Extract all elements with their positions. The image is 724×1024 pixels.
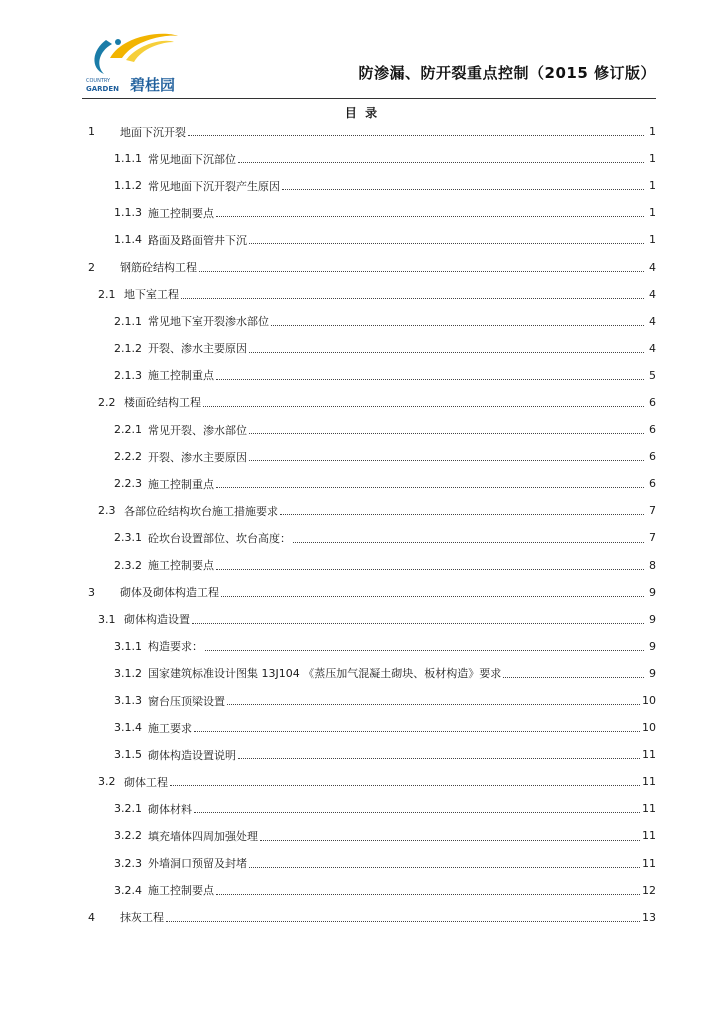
toc-dot-leader bbox=[216, 569, 644, 570]
toc-dot-leader bbox=[203, 406, 644, 407]
toc-entry-number: 2.1 bbox=[98, 287, 116, 301]
toc-entry[interactable] bbox=[88, 904, 656, 931]
toc-entry[interactable] bbox=[88, 633, 656, 660]
toc-dot-leader bbox=[271, 325, 644, 326]
toc-entry-page: 9 bbox=[649, 666, 656, 680]
toc-dot-leader bbox=[280, 514, 644, 515]
page-header bbox=[0, 0, 724, 100]
toc-dot-leader bbox=[249, 433, 644, 434]
header-rule bbox=[82, 98, 656, 99]
toc-dot-leader bbox=[192, 623, 644, 624]
logo-brand-en-bottom: GARDEN bbox=[86, 85, 120, 93]
toc-entry-title: 填充墙体四周加强处理 bbox=[148, 829, 258, 843]
toc-entry-number: 2 bbox=[88, 260, 95, 274]
toc-entry-page: 13 bbox=[642, 910, 656, 924]
toc-entry-title: 施工控制重点 bbox=[148, 369, 214, 383]
toc-entry[interactable] bbox=[88, 660, 656, 687]
toc-dot-leader bbox=[221, 596, 644, 597]
toc-entry-number: 2.2.3 bbox=[114, 477, 142, 491]
toc-entry-page: 11 bbox=[642, 829, 656, 843]
logo-yellow-swoosh bbox=[110, 34, 178, 58]
toc-entry-page: 11 bbox=[642, 775, 656, 789]
toc-entry-page: 12 bbox=[642, 883, 656, 897]
toc-entry-number: 2.3 bbox=[98, 504, 116, 518]
toc-entry-number: 2.3.1 bbox=[114, 531, 142, 545]
toc-entry-page: 9 bbox=[649, 639, 656, 653]
toc-entry-page: 6 bbox=[649, 450, 656, 464]
toc-entry[interactable] bbox=[88, 118, 656, 145]
toc-entry-title: 砌体构造设置说明 bbox=[148, 748, 236, 762]
toc-entry-number: 1.1.4 bbox=[114, 233, 142, 247]
toc-entry-page: 8 bbox=[649, 558, 656, 572]
toc-entry-number: 2.1.1 bbox=[114, 314, 142, 328]
document-title: 防渗漏、防开裂重点控制（2015 修订版） bbox=[358, 64, 656, 82]
toc-dot-leader bbox=[249, 243, 644, 244]
toc-entry-number: 3.1.4 bbox=[114, 721, 142, 735]
toc-dot-leader bbox=[166, 921, 640, 922]
toc-dot-leader bbox=[249, 352, 644, 353]
toc-entry-page: 1 bbox=[649, 179, 656, 193]
toc-entry-title: 国家建筑标准设计图集 13J104 《蒸压加气混凝土砌块、板材构造》要求 bbox=[148, 667, 502, 681]
toc-entry-page: 6 bbox=[649, 423, 656, 437]
toc-entry-page: 7 bbox=[649, 504, 656, 518]
toc-entry-number: 3.2.1 bbox=[114, 802, 142, 816]
toc-entry-page: 9 bbox=[649, 612, 656, 626]
toc-dot-leader bbox=[199, 271, 644, 272]
toc-dot-leader bbox=[260, 840, 640, 841]
toc-entry[interactable] bbox=[88, 552, 656, 579]
toc-dot-leader bbox=[238, 162, 644, 163]
toc-entry-number: 3.2 bbox=[98, 775, 116, 789]
toc-entry-page: 1 bbox=[649, 152, 656, 166]
toc-dot-leader bbox=[293, 542, 644, 543]
logo-brand-cn: 碧桂园 bbox=[130, 76, 176, 94]
toc-entry[interactable] bbox=[88, 497, 656, 524]
toc-entry-page: 1 bbox=[649, 125, 656, 139]
toc-entry-title: 砼坎台设置部位、坎台高度： bbox=[148, 531, 291, 545]
toc-entry-page: 4 bbox=[649, 260, 656, 274]
toc-entry-title: 施工控制重点 bbox=[148, 477, 214, 491]
toc-entry-title: 地下室工程 bbox=[124, 288, 179, 302]
toc-entry-title: 地面下沉开裂 bbox=[120, 125, 186, 139]
toc-entry-title: 常见地面下沉部位 bbox=[148, 152, 236, 166]
toc-entry[interactable] bbox=[88, 795, 656, 822]
toc-entry[interactable] bbox=[88, 741, 656, 768]
toc-entry[interactable] bbox=[88, 226, 656, 253]
toc-entry-title: 各部位砼结构坎台施工措施要求 bbox=[124, 504, 278, 518]
toc-entry-number: 3.2.2 bbox=[114, 829, 142, 843]
toc-entry-number: 2.2.1 bbox=[114, 423, 142, 437]
toc-entry-page: 4 bbox=[649, 287, 656, 301]
toc-entry-number: 2.2 bbox=[98, 395, 116, 409]
toc-entry[interactable] bbox=[88, 362, 656, 389]
toc-dot-leader bbox=[181, 298, 644, 299]
logo-teal-curve bbox=[94, 40, 112, 74]
toc-entry[interactable] bbox=[88, 470, 656, 497]
toc-entry-number: 3.1.1 bbox=[114, 639, 142, 653]
toc-entry[interactable] bbox=[88, 579, 656, 606]
toc-entry[interactable] bbox=[88, 714, 656, 741]
toc-entry-number: 2.1.3 bbox=[114, 368, 142, 382]
toc-entry-title: 开裂、渗水主要原因 bbox=[148, 450, 247, 464]
toc-entry-title: 开裂、渗水主要原因 bbox=[148, 342, 247, 356]
toc-entry-page: 7 bbox=[649, 531, 656, 545]
toc-entry-number: 1.1.1 bbox=[114, 152, 142, 166]
toc-entry-page: 11 bbox=[642, 748, 656, 762]
toc-entry-title: 外墙洞口预留及封堵 bbox=[148, 857, 247, 871]
logo-brand-en-top: COUNTRY bbox=[86, 78, 111, 84]
toc-dot-leader bbox=[216, 379, 644, 380]
logo-teal-dot bbox=[115, 39, 121, 45]
toc-entry-title: 构造要求： bbox=[148, 640, 203, 654]
toc-entry-page: 4 bbox=[649, 341, 656, 355]
toc-entry[interactable] bbox=[88, 253, 656, 280]
toc-dot-leader bbox=[249, 460, 644, 461]
toc-entry-title: 砌体构造设置 bbox=[124, 613, 190, 627]
toc-dot-leader bbox=[216, 487, 644, 488]
toc-entry-number: 1.1.2 bbox=[114, 179, 142, 193]
toc-dot-leader bbox=[216, 894, 640, 895]
toc-entry-number: 1.1.3 bbox=[114, 206, 142, 220]
toc-dot-leader bbox=[227, 704, 640, 705]
toc-entry[interactable] bbox=[88, 768, 656, 795]
toc-entry-title: 施工控制要点 bbox=[148, 206, 214, 220]
toc-entry-title: 路面及路面管井下沉 bbox=[148, 233, 247, 247]
toc-entry[interactable] bbox=[88, 524, 656, 551]
toc-entry[interactable] bbox=[88, 822, 656, 849]
toc-dot-leader bbox=[238, 758, 640, 759]
toc-entry-page: 10 bbox=[642, 694, 656, 708]
toc-entry[interactable] bbox=[88, 687, 656, 714]
toc-entry-title: 楼面砼结构工程 bbox=[124, 396, 201, 410]
toc-entry[interactable] bbox=[88, 308, 656, 335]
toc-entry-page: 11 bbox=[642, 856, 656, 870]
toc-entry-number: 2.3.2 bbox=[114, 558, 142, 572]
toc-entry-title: 常见地下室开裂渗水部位 bbox=[148, 315, 269, 329]
toc-entry[interactable] bbox=[88, 877, 656, 904]
toc-entry-page: 6 bbox=[649, 395, 656, 409]
toc-entry-title: 施工要求 bbox=[148, 721, 192, 735]
toc-entry-title: 砌体材料 bbox=[148, 802, 192, 816]
toc-entry-number: 1 bbox=[88, 125, 95, 139]
toc-dot-leader bbox=[188, 135, 644, 136]
toc-entry[interactable] bbox=[88, 850, 656, 877]
toc-entry-number: 3.2.4 bbox=[114, 883, 142, 897]
toc-entry-number: 4 bbox=[88, 910, 95, 924]
toc-dot-leader bbox=[282, 189, 644, 190]
toc-entry-page: 5 bbox=[649, 368, 656, 382]
toc-entry[interactable] bbox=[88, 172, 656, 199]
toc-dot-leader bbox=[503, 677, 644, 678]
toc-entry[interactable] bbox=[88, 281, 656, 308]
toc-entry-number: 3 bbox=[88, 585, 95, 599]
country-garden-logo bbox=[82, 28, 192, 98]
toc-entry-title: 窗台压顶梁设置 bbox=[148, 694, 225, 708]
toc-entry-title: 常见地面下沉开裂产生原因 bbox=[148, 179, 280, 193]
toc-dot-leader bbox=[249, 867, 640, 868]
toc-dot-leader bbox=[216, 216, 644, 217]
toc-entry[interactable] bbox=[88, 335, 656, 362]
toc-entry-number: 2.2.2 bbox=[114, 450, 142, 464]
toc-entry-number: 3.1.3 bbox=[114, 694, 142, 708]
toc-entry-title: 抹灰工程 bbox=[120, 911, 164, 925]
toc-dot-leader bbox=[194, 812, 640, 813]
toc-dot-leader bbox=[205, 650, 644, 651]
toc-entry[interactable] bbox=[88, 606, 656, 633]
toc-entry-title: 常见开裂、渗水部位 bbox=[148, 423, 247, 437]
toc-entry[interactable] bbox=[88, 199, 656, 226]
toc-entry[interactable] bbox=[88, 443, 656, 470]
toc-dot-leader bbox=[194, 731, 640, 732]
toc-entry-number: 3.1 bbox=[98, 612, 116, 626]
toc-entry-number: 3.1.2 bbox=[114, 666, 142, 680]
toc-entry-page: 10 bbox=[642, 721, 656, 735]
toc-heading: 目 录 bbox=[344, 106, 380, 120]
toc-entry-page: 4 bbox=[649, 314, 656, 328]
toc-entry[interactable] bbox=[88, 389, 656, 416]
toc-entry-title: 钢筋砼结构工程 bbox=[120, 261, 197, 275]
toc-entry-page: 6 bbox=[649, 477, 656, 491]
toc-entry-number: 3.1.5 bbox=[114, 748, 142, 762]
toc-entry-page: 11 bbox=[642, 802, 656, 816]
toc-dot-leader bbox=[170, 785, 640, 786]
toc-entry-title: 施工控制要点 bbox=[148, 884, 214, 898]
toc-entry-title: 施工控制要点 bbox=[148, 559, 214, 573]
table-of-contents bbox=[88, 118, 656, 931]
toc-entry-page: 9 bbox=[649, 585, 656, 599]
toc-entry-number: 3.2.3 bbox=[114, 856, 142, 870]
toc-entry-title: 砌体及砌体构造工程 bbox=[120, 586, 219, 600]
toc-entry[interactable] bbox=[88, 416, 656, 443]
toc-entry-page: 1 bbox=[649, 233, 656, 247]
toc-entry[interactable] bbox=[88, 145, 656, 172]
toc-entry-number: 2.1.2 bbox=[114, 341, 142, 355]
toc-entry-page: 1 bbox=[649, 206, 656, 220]
toc-entry-title: 砌体工程 bbox=[124, 775, 168, 789]
